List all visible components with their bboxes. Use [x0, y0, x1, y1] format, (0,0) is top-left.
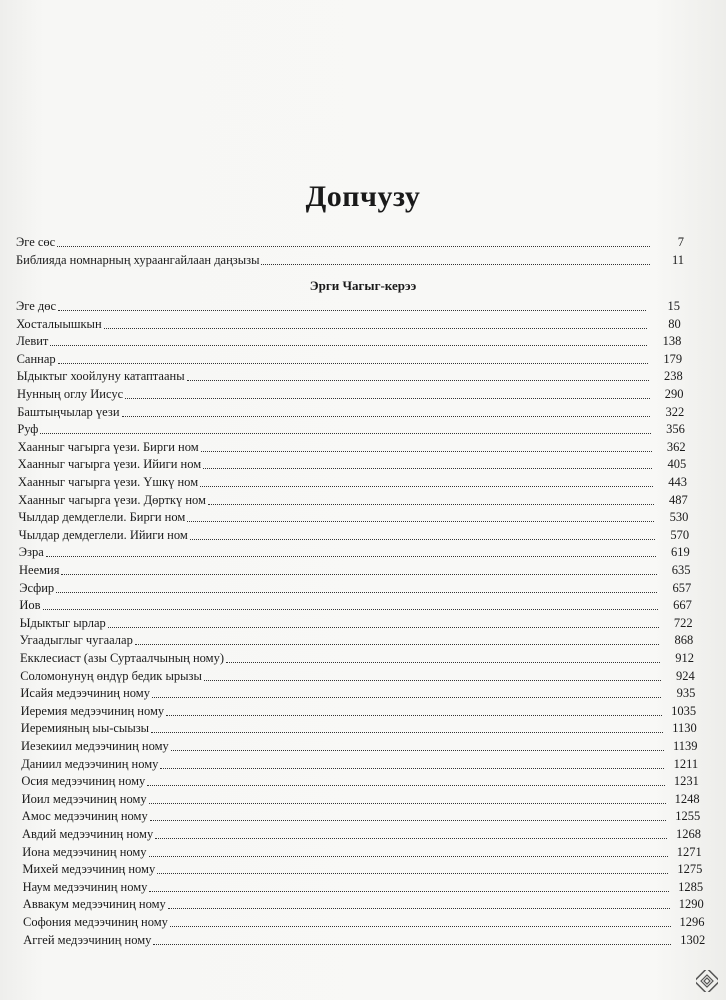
- toc-entry-page-number: 1231: [673, 774, 699, 789]
- toc-entry: [21, 720, 697, 737]
- toc-entry-title: Авдий медээчиниң ному: [22, 827, 154, 841]
- dot-leader: [160, 759, 664, 769]
- toc-entry: [21, 756, 698, 773]
- dot-leader: [150, 811, 667, 821]
- toc-entry: [22, 826, 701, 843]
- toc-entry-title: Екклесиаст (азы Суртаалчының ному): [20, 651, 225, 665]
- toc-entry: [21, 773, 699, 790]
- toc-entry-page-number: 1302: [680, 932, 706, 947]
- toc-entry-page-number: 635: [671, 563, 691, 577]
- dot-leader: [56, 583, 657, 593]
- toc-entry-title: Эге дөс: [16, 299, 57, 313]
- toc-entry-title: Иеремияның ыы-сыызы: [20, 721, 150, 736]
- toc-entry-page-number: 1255: [675, 809, 701, 824]
- toc-entry-page-number: 1211: [673, 756, 699, 771]
- toc-entry-title: Аввакум медээчиниң ному: [22, 897, 166, 912]
- toc-entry-title: Саннар: [16, 351, 56, 366]
- toc-entry: [22, 861, 702, 878]
- toc-entry-page-number: 179: [663, 351, 683, 366]
- toc-entry-title: Исайя медээчиниң ному: [20, 686, 150, 701]
- toc-entry-title: Хаанныг чагырга үези. Үшкү ном: [18, 475, 199, 489]
- dot-leader: [61, 565, 656, 575]
- toc-entry: [16, 234, 684, 251]
- dot-leader: [43, 600, 658, 610]
- toc-entry: [20, 650, 694, 667]
- toc-entry-title: Амос медээчиниң ному: [21, 809, 148, 824]
- toc-entry: [16, 298, 680, 315]
- toc-entry-page-number: 1248: [674, 791, 700, 806]
- toc-entry: [16, 252, 684, 269]
- toc-entry-title: Софония медээчиниң ному: [23, 915, 168, 929]
- toc-entry: [19, 562, 691, 579]
- endless-knot-icon: [696, 970, 718, 992]
- toc-entry-title: Чылдар демдеглели. Бирги ном: [18, 510, 186, 525]
- toc-entry-title: Хаанныг чагырга үези. Ийиги ном: [17, 457, 202, 472]
- dot-leader: [50, 336, 647, 346]
- toc-entry-page-number: 362: [666, 439, 686, 454]
- toc-entry-page-number: 722: [673, 615, 693, 630]
- toc-entry: [23, 879, 704, 896]
- dot-leader: [147, 776, 665, 786]
- toc-entry-title: Баштыңчылар үези: [17, 404, 120, 419]
- dot-leader: [122, 407, 651, 417]
- toc-entry: [17, 351, 683, 368]
- dot-leader: [46, 547, 656, 557]
- toc-entry: [18, 509, 688, 526]
- dot-leader: [104, 319, 647, 329]
- dot-leader: [155, 829, 667, 839]
- toc-entry-page-number: 290: [664, 387, 684, 401]
- toc-entry-page-number: 1035: [671, 703, 697, 718]
- toc-entry-title: Угаадыглыг чугаалар: [19, 633, 133, 648]
- toc-entry: [22, 791, 700, 808]
- dot-leader: [149, 882, 669, 892]
- toc-entry-page-number: 530: [669, 510, 689, 525]
- toc-entry-title: Ыдыктыг ырлар: [19, 615, 106, 630]
- toc-entry-title: Чылдар демдеглели. Ийиги ном: [18, 527, 188, 542]
- dot-leader: [208, 495, 654, 505]
- toc-entry: [16, 333, 681, 350]
- toc-entry: [18, 439, 686, 456]
- dot-leader: [168, 899, 670, 909]
- dot-leader: [151, 723, 663, 733]
- dot-leader: [149, 847, 668, 857]
- dot-leader: [149, 794, 666, 804]
- toc-entry: [17, 368, 683, 385]
- dot-leader: [187, 371, 649, 381]
- dot-leader: [190, 530, 655, 540]
- toc-entry-page-number: 619: [671, 545, 690, 560]
- dot-leader: [187, 512, 654, 522]
- toc-entry-title: Левит: [16, 334, 49, 349]
- toc-entry-page-number: 667: [673, 598, 692, 613]
- toc-entry-page-number: 1290: [678, 897, 704, 912]
- toc-entry: [20, 668, 695, 685]
- dot-leader: [226, 653, 660, 663]
- toc-entry-title: Михей медээчиниң ному: [22, 862, 156, 877]
- toc-entry-title: Эзра: [18, 545, 44, 560]
- toc-entry: [17, 404, 684, 421]
- toc-entry: [20, 615, 693, 632]
- toc-entry-title: Наум медээчиниң ному: [22, 879, 148, 894]
- toc-entry-page-number: 1130: [672, 721, 697, 736]
- toc-entry-title: Нунның оглу Иисус: [17, 387, 124, 401]
- dot-leader: [58, 354, 648, 364]
- toc-entry-title: Руф: [17, 422, 39, 437]
- dot-leader: [166, 706, 662, 716]
- toc-entry-title: Осия медээчиниң ному: [21, 774, 146, 789]
- toc-entry-title: Иеремия медээчиниң ному: [20, 703, 165, 718]
- toc-entry-page-number: 238: [664, 369, 683, 384]
- dot-leader: [261, 255, 650, 265]
- toc-entry-page-number: 1275: [677, 862, 703, 877]
- dot-leader: [204, 671, 661, 681]
- toc-entry: [23, 896, 704, 913]
- toc-entry-page-number: 356: [666, 422, 685, 437]
- page-title: Допчузу: [305, 180, 421, 213]
- toc-entry-title: Иезекиил медээчиниң ному: [21, 739, 169, 753]
- toc-entry-page-number: 912: [675, 651, 694, 665]
- toc-entry-page-number: 1268: [676, 827, 701, 841]
- toc-entry-title: Эсфир: [19, 580, 55, 595]
- dot-leader: [152, 688, 661, 698]
- toc-entry-page-number: 138: [662, 334, 682, 349]
- toc-entry-page-number: 570: [670, 527, 690, 542]
- toc-entry: [19, 580, 691, 597]
- dot-leader: [153, 935, 671, 945]
- toc-entry: [22, 808, 701, 825]
- toc-entry-title: Даниил медээчиниң ному: [21, 756, 159, 771]
- toc-entry-page-number: 7: [677, 235, 684, 249]
- toc-entry-title: Соломонунуң өндүр бедик ырызы: [20, 668, 202, 683]
- toc-entry-title: Иона медээчиниң ному: [22, 844, 147, 859]
- toc-entry: [18, 456, 687, 473]
- toc-entry-title: Иоил медээчиниң ному: [21, 791, 147, 806]
- toc-entry: [20, 685, 695, 702]
- toc-entry-page-number: 11: [671, 252, 684, 267]
- toc-entry-page-number: 935: [676, 686, 696, 701]
- toc-entry-title: Библияда номнарның хураангайлаан даңзызы: [16, 252, 260, 267]
- toc-entry-title: Иов: [19, 598, 41, 613]
- toc-entry: [19, 527, 690, 544]
- toc-entry-title: Хаанныг чагырга үези. Дөрткү ном: [18, 492, 206, 507]
- toc-entry: [17, 386, 684, 403]
- toc-entry-page-number: 80: [668, 316, 681, 331]
- toc-entry-title: Хосталыышкын: [16, 316, 102, 331]
- toc-entry-page-number: 443: [668, 475, 687, 489]
- toc-entry-page-number: 657: [672, 580, 692, 595]
- dot-leader: [135, 635, 659, 645]
- toc-entry: [22, 844, 702, 861]
- toc-entry: [20, 632, 694, 649]
- dot-leader: [157, 864, 668, 874]
- dot-leader: [40, 424, 651, 434]
- dot-leader: [125, 389, 649, 399]
- toc-entry-title: Ыдыктыг хоойлуну катаптааны: [16, 369, 185, 384]
- toc-entry-page-number: 487: [668, 492, 688, 507]
- toc-entry: [18, 474, 687, 491]
- dot-leader: [58, 301, 646, 311]
- toc-entry: [23, 914, 705, 931]
- dot-leader: [201, 442, 652, 452]
- dot-leader: [203, 459, 652, 469]
- toc-entry-page-number: 322: [665, 404, 685, 419]
- toc-entry: [18, 492, 688, 509]
- toc-entry: [16, 316, 681, 333]
- toc-entry-page-number: 1285: [678, 879, 704, 894]
- dot-leader: [171, 741, 664, 751]
- dot-leader: [108, 618, 659, 628]
- toc-entry-title: Аггей медээчиниң ному: [23, 932, 152, 947]
- dot-leader: [170, 917, 671, 927]
- toc-entry-page-number: 924: [675, 668, 695, 683]
- toc-entry: [19, 597, 692, 614]
- dot-leader: [57, 237, 650, 247]
- toc-entry: [21, 738, 698, 755]
- toc-entry-page-number: 1271: [676, 844, 702, 859]
- toc-entry: [21, 703, 697, 720]
- dot-leader: [200, 477, 653, 487]
- toc-entry-title: Хаанныг чагырга үези. Бирги ном: [17, 439, 199, 454]
- toc-entry-page-number: 15: [667, 299, 680, 313]
- toc-entry-title: Неемия: [19, 563, 60, 577]
- toc-entry-page-number: 405: [667, 457, 687, 472]
- toc-entry-page-number: 1139: [672, 739, 698, 753]
- toc-entry-page-number: 1296: [679, 915, 705, 929]
- toc-entry-title: Эге сөс: [16, 235, 56, 249]
- section-heading: Эрги Чагыг-керээ: [309, 278, 417, 293]
- toc-entry: [17, 421, 685, 438]
- toc-entry-page-number: 868: [674, 633, 694, 648]
- toc-entry: [19, 544, 690, 561]
- toc-entry: [23, 932, 705, 949]
